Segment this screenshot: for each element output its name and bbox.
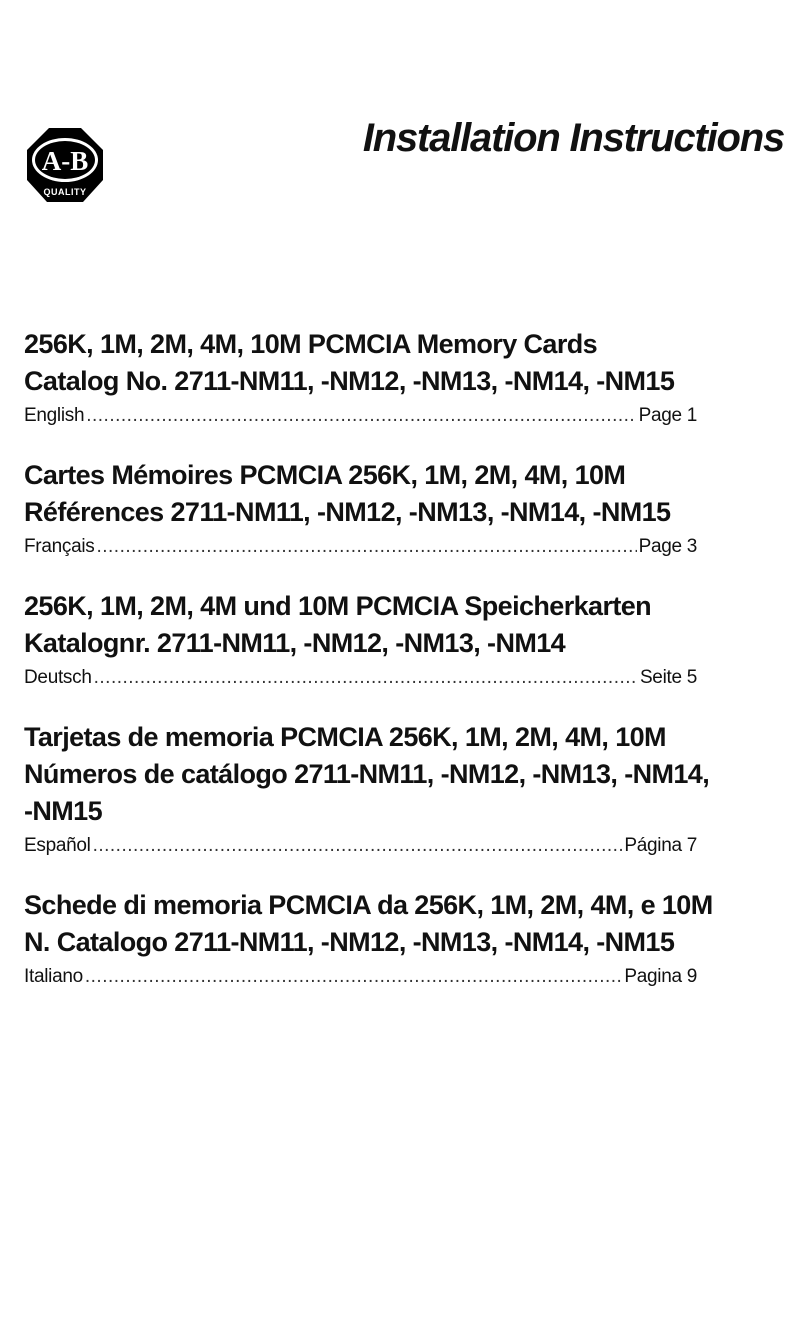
dot-leader	[94, 663, 638, 693]
entry-title-line: -NM15	[24, 796, 103, 826]
contents-entry	[24, 887, 713, 992]
logo-letters: A-B	[41, 146, 89, 176]
allen-bradley-logo	[27, 128, 103, 204]
contents-entry	[24, 719, 710, 861]
entry-title-line: N. Catalogo 2711-NM11, -NM12, -NM13, -NM14, -NM15	[24, 927, 675, 957]
contents-entry	[24, 457, 704, 562]
contents-entry	[24, 326, 704, 431]
page-title: Installation Instructions	[362, 116, 784, 160]
entry-title-line: Catalog No. 2711-NM11, -NM12, -NM13, -NM14, -NM15	[24, 366, 675, 396]
language-label: Español	[24, 835, 91, 856]
page-number: Pagina 9	[624, 966, 697, 987]
page-reference-line[interactable]	[24, 663, 697, 693]
entry-title-line: 256K, 1M, 2M, 4M und 10M PCMCIA Speicherkarten	[24, 591, 652, 621]
page-number: Page 3	[638, 536, 697, 557]
entry-title-line: 256K, 1M, 2M, 4M, 10M PCMCIA Memory Cards	[24, 329, 598, 359]
language-contents-list	[24, 326, 713, 1018]
page-reference-line[interactable]	[24, 831, 697, 861]
page-number: Página 7	[624, 835, 697, 856]
ab-quality-emblem	[27, 128, 103, 204]
entry-title-line: Cartes Mémoires PCMCIA 256K, 1M, 2M, 4M, 10M	[24, 460, 626, 490]
entry-title-line: Tarjetas de memoria PCMCIA 256K, 1M, 2M, 4M, 10M	[24, 722, 666, 752]
entry-title-line: Números de catálogo 2711-NM11, -NM12, -NM13, -NM14,	[24, 759, 710, 789]
entry-title-line: Schede di memoria PCMCIA da 256K, 1M, 2M, 4M, e 10M	[24, 890, 713, 920]
dot-leader	[85, 962, 623, 992]
language-label: Deutsch	[24, 667, 92, 688]
page-reference-line[interactable]	[24, 532, 697, 562]
language-label: Italiano	[24, 966, 83, 987]
entry-title-line: Katalognr. 2711-NM11, -NM12, -NM13, -NM14	[24, 628, 566, 658]
dot-leader	[86, 401, 636, 431]
logo-tagline: QUALITY	[43, 187, 87, 197]
dot-leader	[93, 831, 623, 861]
language-label: English	[24, 405, 85, 426]
page-reference-line[interactable]	[24, 962, 697, 992]
page-reference-line[interactable]	[24, 401, 697, 431]
dot-leader	[96, 532, 636, 562]
language-label: Français	[24, 536, 95, 557]
entry-title-line: Références 2711-NM11, -NM12, -NM13, -NM14, -NM15	[24, 497, 671, 527]
page-number: Page 1	[638, 405, 697, 426]
page-number: Seite 5	[639, 667, 697, 688]
contents-entry	[24, 588, 704, 693]
